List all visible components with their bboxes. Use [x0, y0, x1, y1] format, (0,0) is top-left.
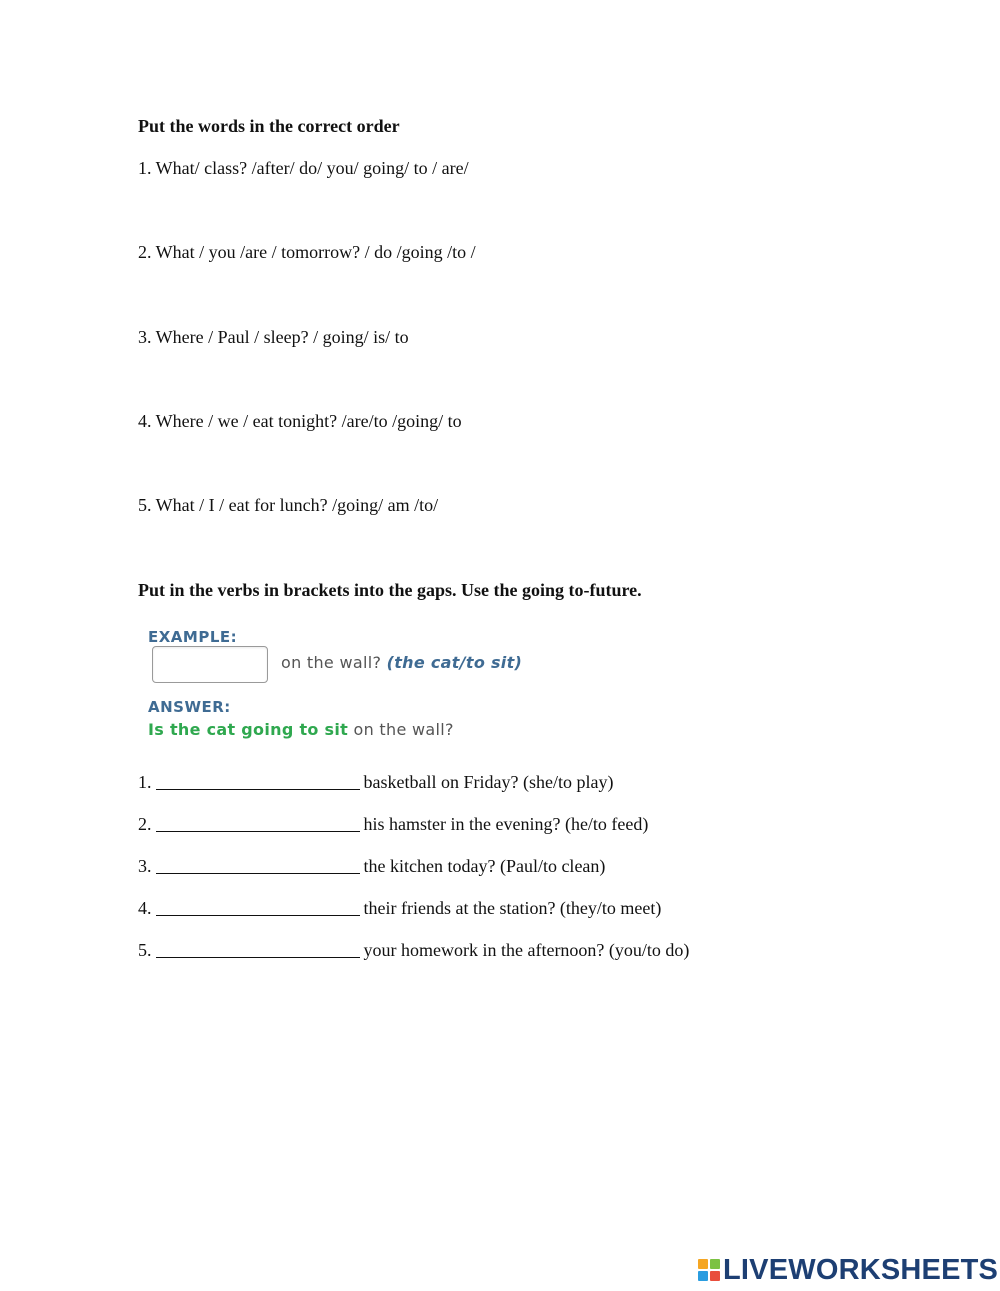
- gap-item-text: their friends at the station? (they/to meet): [363, 898, 662, 918]
- logo-block: [710, 1259, 720, 1269]
- answer-blank[interactable]: [156, 771, 360, 790]
- liveworksheets-logo[interactable]: [698, 1255, 998, 1285]
- reorder-item-3: 3. Where / Paul / sleep? / going/ is/ to: [138, 327, 409, 347]
- answer-blank[interactable]: [156, 855, 360, 874]
- gap-item-text: your homework in the afternoon? (you/to do): [363, 940, 690, 960]
- answer-rest: on the wall?: [353, 720, 454, 739]
- gap-item-2: [138, 811, 648, 835]
- logo-block: [698, 1271, 708, 1281]
- gap-item-5: [138, 937, 689, 961]
- gap-item-number: 3.: [138, 856, 152, 876]
- example-prompt: [281, 653, 522, 672]
- answer-label: ANSWER:: [148, 698, 231, 716]
- gap-item-number: 5.: [138, 940, 152, 960]
- logo-block: [698, 1259, 708, 1269]
- gap-item-3: [138, 853, 605, 877]
- gap-item-number: 1.: [138, 772, 152, 792]
- gap-item-number: 4.: [138, 898, 152, 918]
- reorder-item-4: 4. Where / we / eat tonight? /are/to /going/ to: [138, 411, 462, 431]
- answer-highlight: Is the cat going to sit: [148, 720, 349, 739]
- answer-blank[interactable]: [156, 813, 360, 832]
- example-answer: [148, 720, 454, 739]
- answer-blank[interactable]: [156, 897, 360, 916]
- logo-text: LIVEWORKSHEETS: [723, 1253, 999, 1286]
- reorder-item-1: 1. What/ class? /after/ do/ you/ going/ to / are/: [138, 158, 469, 178]
- gap-item-1: [138, 769, 613, 793]
- example-label: EXAMPLE:: [148, 628, 238, 646]
- reorder-item-5: 5. What / I / eat for lunch? /going/ am /to/: [138, 495, 439, 515]
- gap-item-4: [138, 895, 661, 919]
- logo-blocks-icon: [698, 1259, 720, 1281]
- example-input-box: [152, 646, 268, 683]
- gap-item-text: the kitchen today? (Paul/to clean): [363, 856, 606, 876]
- example-hint: (the cat/to sit): [386, 653, 523, 672]
- reorder-item-2: 2. What / you /are / tomorrow? / do /going /to /: [138, 242, 476, 262]
- example-prompt-text: on the wall?: [281, 653, 382, 672]
- section2-heading: Put in the verbs in brackets into the gaps. Use the going to-future.: [138, 580, 642, 600]
- gap-item-number: 2.: [138, 814, 152, 834]
- gap-item-text: his hamster in the evening? (he/to feed): [363, 814, 649, 834]
- section1-heading: Put the words in the correct order: [138, 116, 400, 136]
- gap-item-text: basketball on Friday? (she/to play): [363, 772, 614, 792]
- logo-block: [710, 1271, 720, 1281]
- answer-blank[interactable]: [156, 939, 360, 958]
